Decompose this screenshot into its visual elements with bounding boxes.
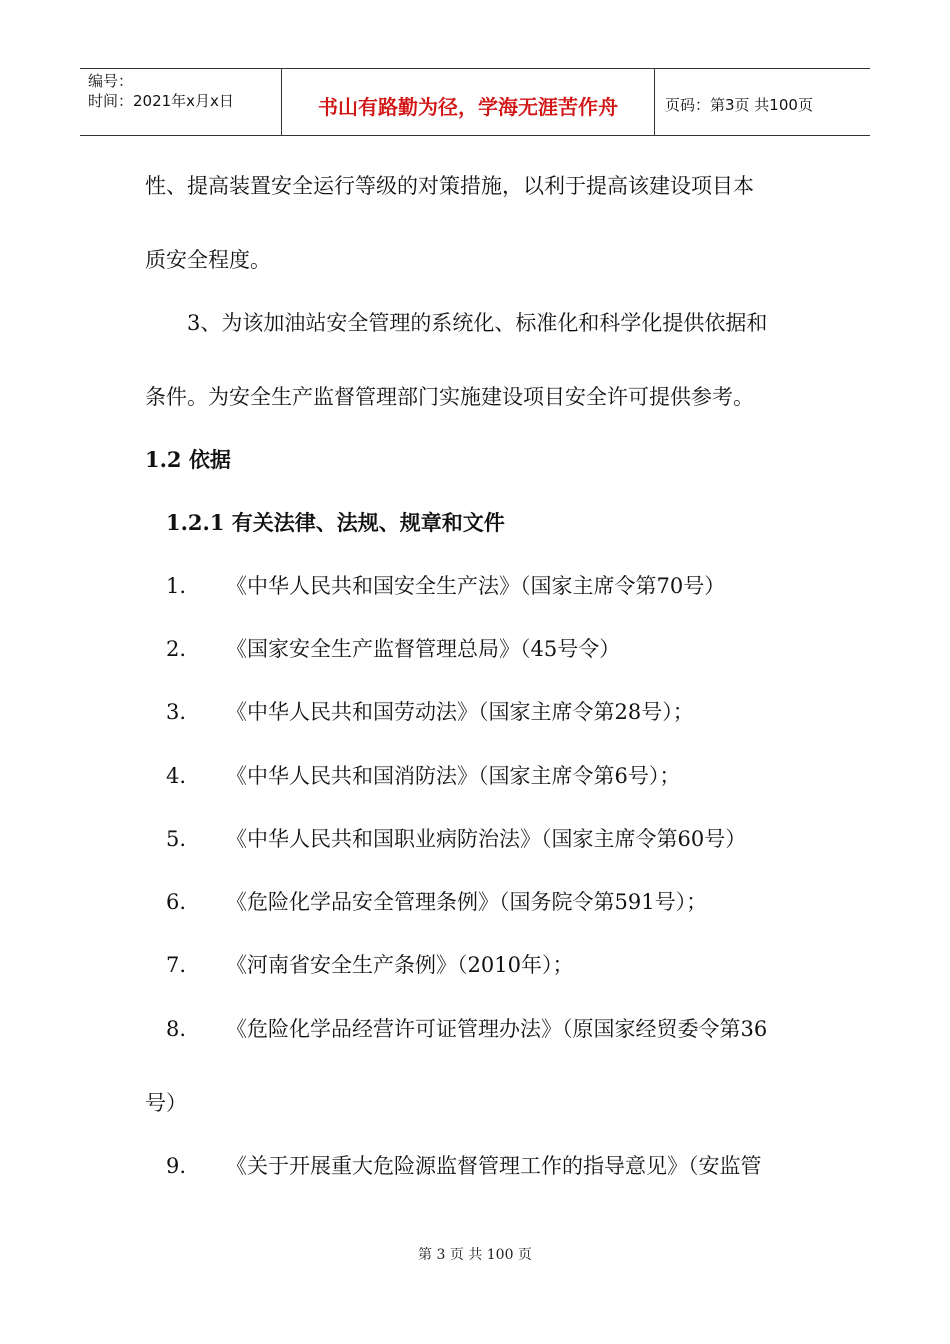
section-heading: 1.2 依据 xyxy=(145,447,231,472)
list-text: 《中华人民共和国职业病防治法》（国家主席令第60号） xyxy=(226,827,747,851)
date-label: 时间：2021年x月x日 xyxy=(88,92,234,110)
header-page-info: 页码：第3页 共100页 xyxy=(665,95,813,114)
list-item-continuation: 号） xyxy=(145,1091,187,1115)
list-item xyxy=(166,825,746,853)
list-number: 8. xyxy=(166,1017,187,1041)
page-header xyxy=(80,68,870,136)
list-item xyxy=(166,762,680,790)
header-meta xyxy=(80,69,282,135)
list-item xyxy=(166,888,707,916)
list-text: 《危险化学品安全管理条例》（国务院令第591号）； xyxy=(226,890,708,914)
list-text: 《国家安全生产监督管理总局》（45号令） xyxy=(226,637,621,661)
list-item xyxy=(166,1152,762,1180)
list-number: 2. xyxy=(166,637,187,661)
list-item xyxy=(166,635,620,663)
header-motto: 书山有路勤为径，学海无涯苦作舟 xyxy=(282,69,655,135)
list-text: 《中华人民共和国消防法》（国家主席令第6号）； xyxy=(226,764,681,788)
list-text: 《关于开展重大危险源监督管理工作的指导意见》（安监管 xyxy=(226,1154,762,1178)
list-item xyxy=(166,1015,767,1043)
list-number: 1. xyxy=(166,574,187,598)
paragraph-line: 条件。为安全生产监督管理部门实施建设项目安全许可提供参考。 xyxy=(145,385,754,409)
list-number: 9. xyxy=(166,1154,187,1178)
list-item xyxy=(166,572,725,600)
list-text: 《中华人民共和国安全生产法》（国家主席令第70号） xyxy=(226,574,726,598)
list-text: 《河南省安全生产条例》（2010年）； xyxy=(226,953,574,977)
list-item xyxy=(166,951,573,979)
paragraph-line: 性、提高装置安全运行等级的对策措施，以利于提高该建设项目本 xyxy=(145,174,754,198)
paragraph-line: 3、为该加油站安全管理的系统化、标准化和科学化提供依据和 xyxy=(187,311,768,335)
list-number: 4. xyxy=(166,764,187,788)
list-number: 7. xyxy=(166,953,187,977)
page-footer: 第 3 页 共 100 页 xyxy=(418,1247,532,1263)
list-number: 3. xyxy=(166,700,187,724)
list-number: 6. xyxy=(166,890,187,914)
list-text: 《中华人民共和国劳动法》（国家主席令第28号）； xyxy=(226,700,694,724)
subsection-heading: 1.2.1 有关法律、法规、规章和文件 xyxy=(166,510,505,535)
list-text: 《危险化学品经营许可证管理办法》（原国家经贸委令第36 xyxy=(226,1017,768,1041)
list-item xyxy=(166,698,694,726)
paragraph-line: 质安全程度。 xyxy=(145,248,271,272)
code-label: 编号： xyxy=(88,72,134,90)
list-number: 5. xyxy=(166,827,187,851)
